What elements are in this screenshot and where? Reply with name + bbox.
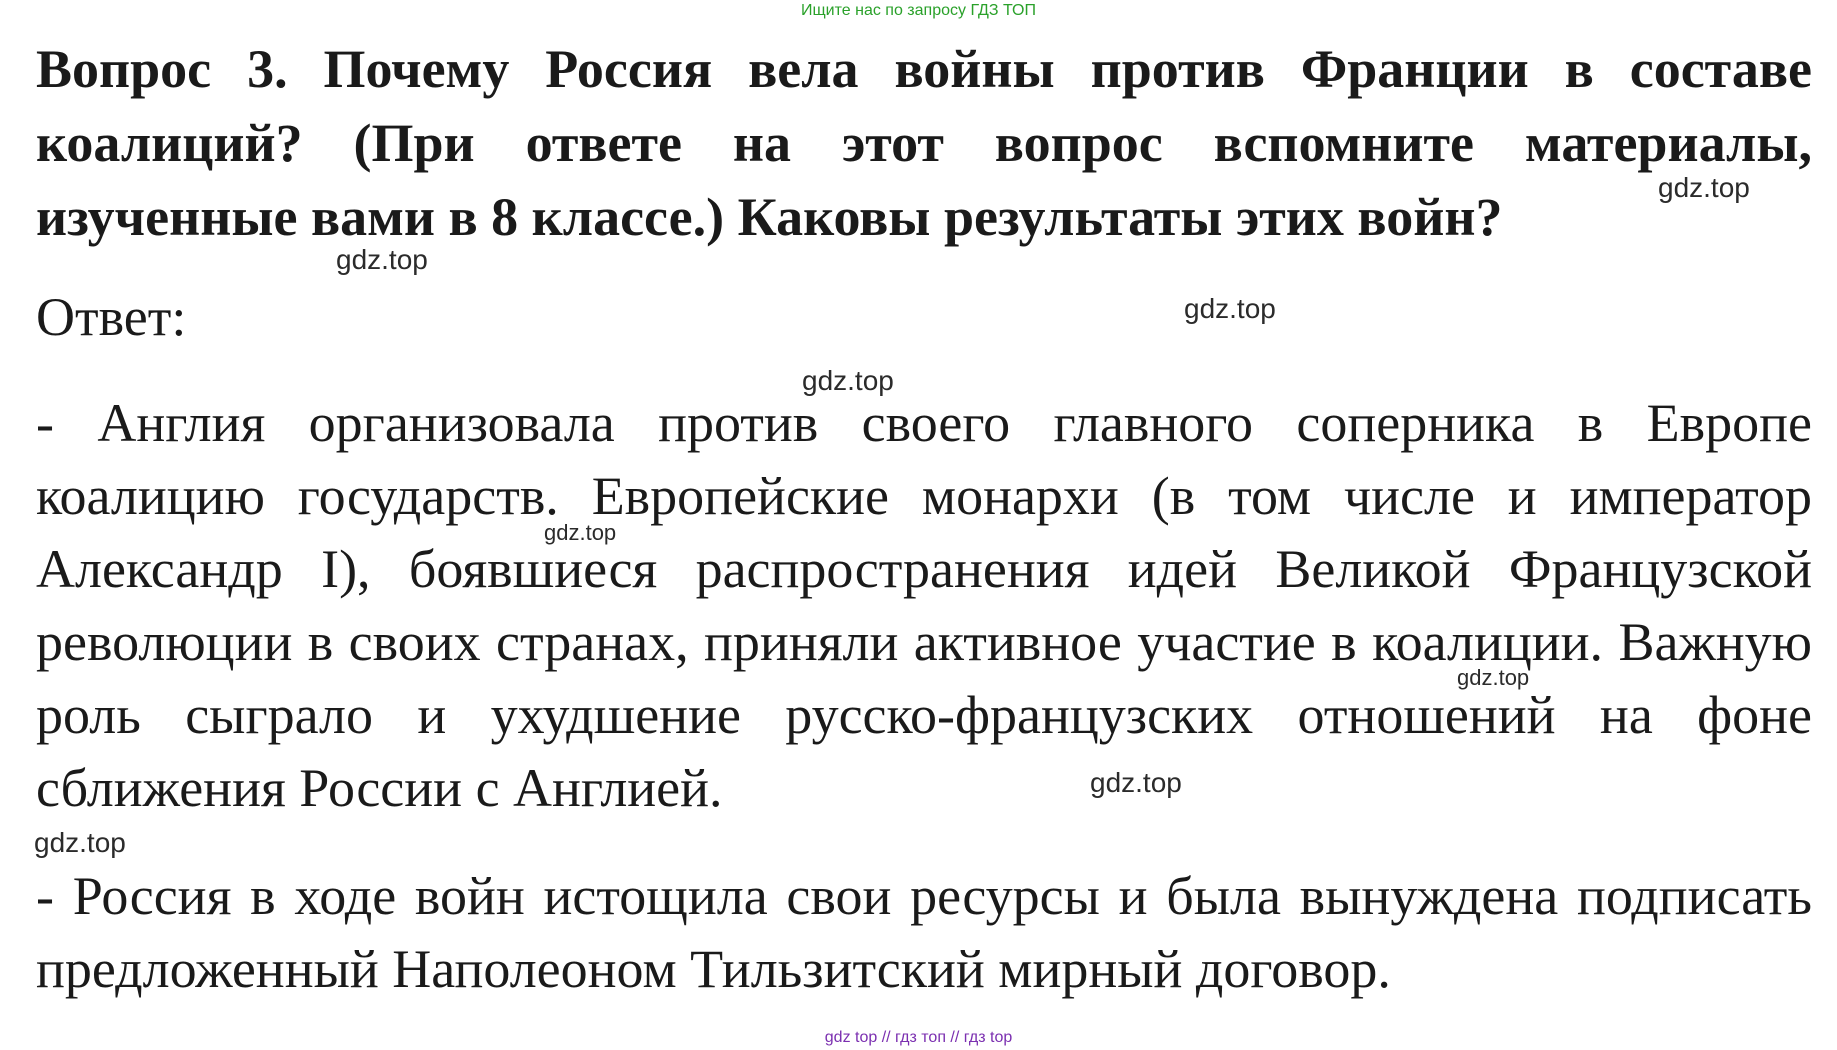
answer-paragraph-1: - Англия организовала против своего главного соперника в Европе коалицию государств. Европейские монархи (в том числе и император Александр I), боявшиеся распространения идей Великой Французской революции в своих странах, приняли активное участие в коалиции. Важную роль сыграло и ухудшение русско-французских отношений на фоне сближения России с Англией. [36,393,1812,818]
answer-label: Ответ: [36,287,187,347]
watermark: gdz.top [802,365,894,396]
bottom-banner: gdz top // гдз топ // гдз top [824,1029,1013,1046]
answer-paragraph-2: - Россия в ходе войн истощила свои ресурсы и была вынуждена подписать предложенный Наполеоном Тильзитский мирный договор. [36,866,1812,999]
watermark: gdz.top [34,827,126,858]
watermark: gdz.top [544,520,617,545]
watermark: gdz.top [1090,767,1182,798]
watermark: gdz.top [336,244,428,275]
watermark: gdz.top [1184,293,1276,324]
top-banner: Ищите нас по запросу ГДЗ ТОП [801,2,1036,19]
watermark: gdz.top [1457,665,1530,690]
watermark: gdz.top [1658,172,1750,203]
question-text: Вопрос 3. Почему Россия вела войны против Франции в составе коалиций? (При ответе на этот вопрос вспомните материалы, изученные вами в 8 классе.) Каковы результаты этих войн? [36,39,1812,247]
